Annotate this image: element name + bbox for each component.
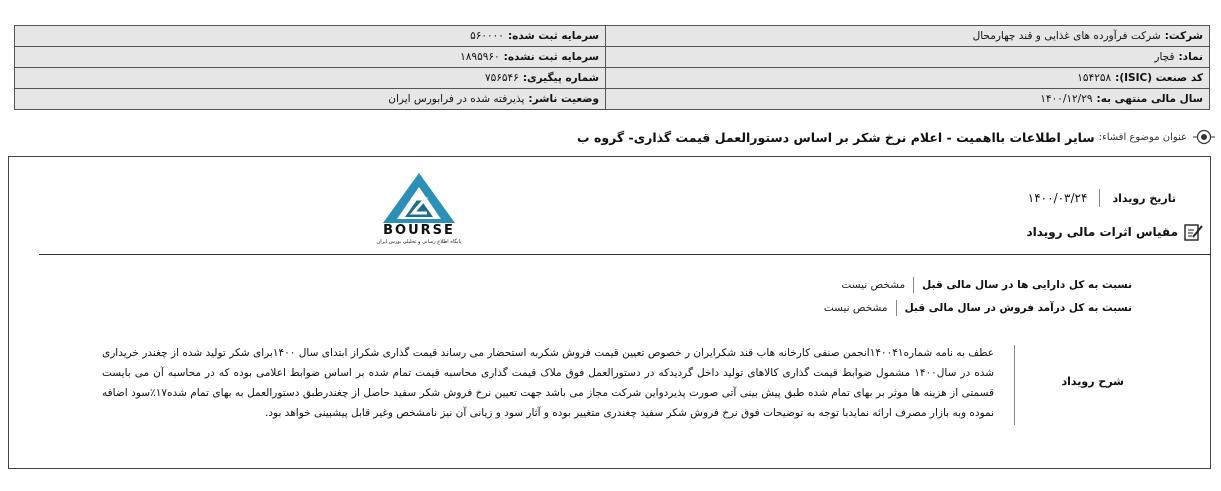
tracking-cell <box>15 68 606 89</box>
edit-document-icon <box>1182 221 1204 243</box>
event-date-value: ۱۴۰۰/۰۳/۲۴ <box>1027 191 1088 205</box>
ratio-row-assets <box>841 277 1132 293</box>
industry-code-value: ۱۵۴۲۵۸ <box>1077 72 1112 84</box>
registered-capital-label: سرمایه ثبت شده: <box>507 30 599 42</box>
divider <box>1099 189 1100 207</box>
info-row <box>15 68 1210 89</box>
info-row <box>15 89 1210 110</box>
fiscal-year-value: ۱۴۰۰/۱۲/۲۹ <box>1040 93 1093 105</box>
unregistered-capital-value: ۱۸۹۵۹۶۰ <box>460 51 500 63</box>
industry-code-cell <box>606 68 1210 89</box>
info-row <box>15 47 1210 68</box>
publisher-status-cell <box>15 89 606 110</box>
divider <box>1014 345 1015 425</box>
event-description: عطف به نامه شماره۱۴۰۰۴۱انجمن صنفی کارخانه هاب قند شکرایران ر خصوص تعیین قیمت فروش شکربه استحضار می رساند قیمت گذاری شکراز ابتدای سال ۱۴۰۰برای شکر تولید شده از چغندر خریداری شده در سال۱۴۰۰ مشمول ضوابط قیمت گذاری کالاهای تولید داخل گردیدکه در دستورالعمل فوق ملاک قیمت گذاری محاسبه قیمت تمام شده بر اساس ضوابط اعلامی بوده که در محاسبه آن می بایست قسمتی از هزینه ها موثر بر بهای تمام شده طبق پیش بینی آتی صورت پذیردواین شرکت مجاز می باشد جهت تعیین نرخ فروش شکر سفید حاصل از چغندرطبق دستورالعمل به بهای تمام شده۱۷٪سود اضافه نموده وبه بازار مصرف ارائه نمایدبا توجه به توضیحات فوق نرخ فروش شکر سفید چغندری متغییر بوده و آثار سود و زیانی آن نیز نامشخص وغیر قابل پیشبینی خواهد بود. <box>102 347 995 419</box>
company-info-table <box>14 25 1210 110</box>
ratio-label: نسبت به کل دارایی ها در سال مالی قبل <box>922 279 1132 291</box>
financial-effects-label: مقیاس اثرات مالی رویداد <box>1026 225 1178 239</box>
company-cell <box>606 26 1210 47</box>
divider <box>913 277 914 293</box>
subject-label: عنوان موضوع افشاء: <box>1098 131 1187 143</box>
subject-title: سایر اطلاعات بااهمیت - اعلام نرخ شکر بر اساس دستورالعمل قیمت گذاری- گروه ب <box>577 129 1095 145</box>
description-label: شرح رویداد <box>1061 375 1124 388</box>
symbol-label: نماد: <box>1178 51 1203 63</box>
registered-capital-cell <box>15 26 606 47</box>
publisher-status-value: پذیرفته شده در فرابورس ایران <box>388 93 525 105</box>
fiscal-year-cell <box>606 89 1210 110</box>
unregistered-capital-label: سرمایه ثبت نشده: <box>503 51 599 63</box>
fiscal-year-label: سال مالی منتهی به: <box>1096 93 1203 105</box>
event-date <box>1028 189 1176 207</box>
tracking-value: ۷۵۶۵۴۶ <box>484 72 519 84</box>
event-date-label: تاریخ رویداد <box>1112 191 1176 205</box>
logo-subtext: پایگاه اطلاع رسانی و تحلیلی بورس ایران <box>376 239 462 245</box>
publisher-status-label: وضعیت ناشر: <box>528 93 599 105</box>
registered-capital-value: ۵۶۰۰۰۰ <box>470 30 504 42</box>
logo-text: BOURSE <box>383 223 455 238</box>
financial-effects-title <box>1027 221 1204 243</box>
industry-code-label: کد صنعت (ISIC): <box>1115 72 1203 84</box>
symbol-cell <box>606 47 1210 68</box>
section-divider <box>39 254 1211 255</box>
company-label: شرکت: <box>1164 30 1203 42</box>
ratio-value: مشخص نیست <box>823 302 888 314</box>
bourse-logo-mark <box>365 169 473 225</box>
target-icon <box>1193 126 1215 148</box>
company-value: شرکت فرآورده های غذایی و قند چهارمحال <box>972 30 1161 42</box>
unregistered-capital-cell <box>15 47 606 68</box>
info-row <box>15 26 1210 47</box>
symbol-value: قچار <box>1154 51 1175 63</box>
event-panel <box>8 156 1211 469</box>
ratio-value: مشخص نیست <box>841 279 906 291</box>
bourse-logo <box>365 169 473 245</box>
ratio-row-sales <box>824 300 1132 316</box>
ratio-label: نسبت به کل درآمد فروش در سال مالی قبل <box>904 302 1132 314</box>
disclosure-subject <box>577 126 1215 148</box>
divider <box>896 300 897 316</box>
tracking-label: شماره پیگیری: <box>522 72 599 84</box>
